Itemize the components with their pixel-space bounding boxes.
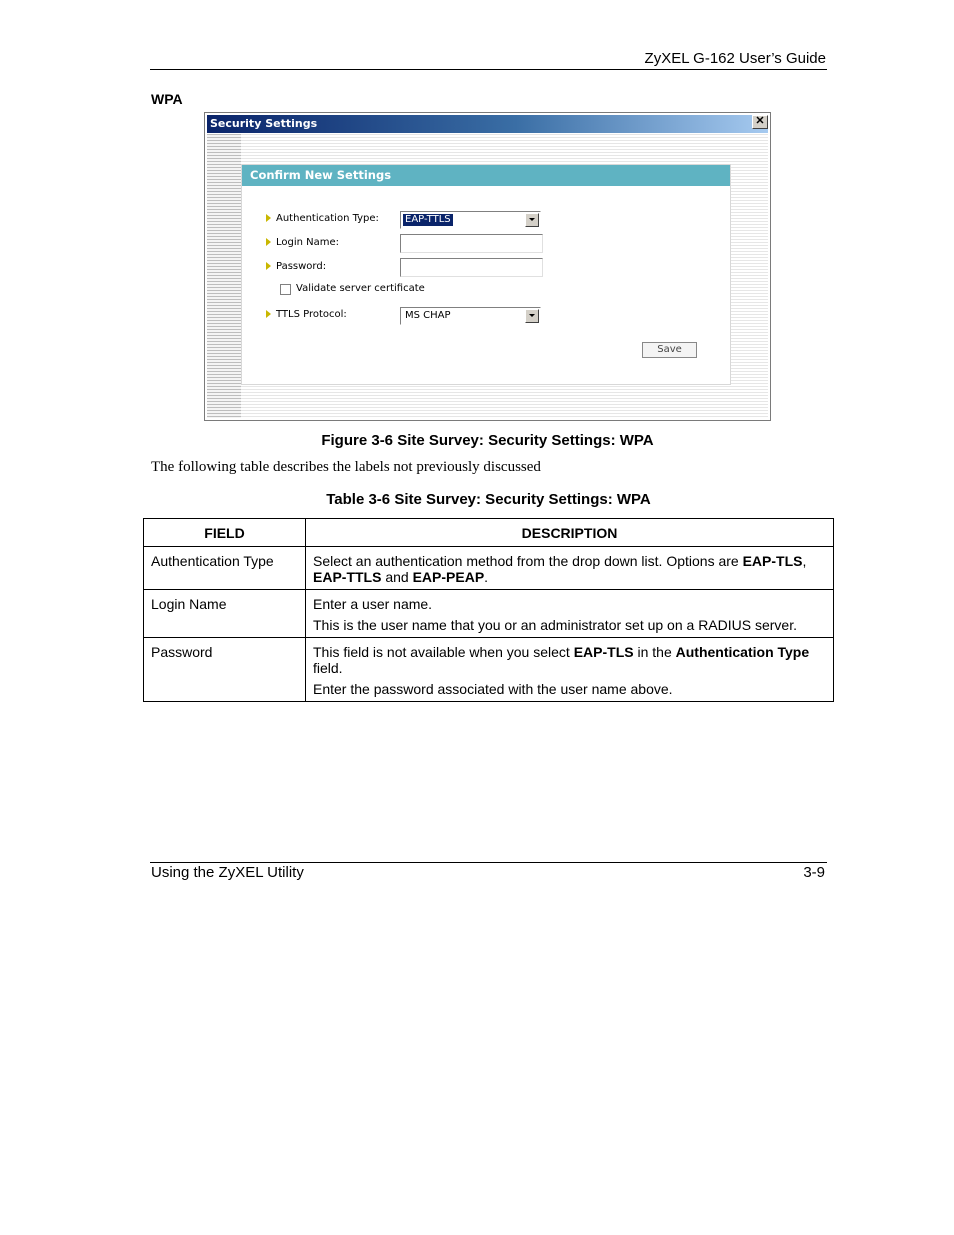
guide-title: ZyXEL G-162 User’s Guide [644, 50, 826, 67]
ttls-protocol-value: MS CHAP [405, 310, 451, 321]
page-number: 3-9 [803, 864, 825, 881]
password-input[interactable] [400, 258, 543, 277]
header-rule [150, 69, 827, 70]
validate-cert-label: Validate server certificate [296, 283, 425, 294]
intro-text: The following table describes the labels not previously discussed [151, 459, 541, 475]
bullet-icon [266, 262, 271, 270]
chevron-down-icon[interactable] [525, 213, 539, 227]
settings-panel [241, 164, 731, 385]
login-name-label: Login Name: [266, 237, 339, 248]
ttls-protocol-label: TTLS Protocol: [266, 309, 347, 320]
close-icon: ✕ [755, 115, 765, 127]
field-cell: Authentication Type [151, 553, 274, 569]
footer-rule [150, 862, 827, 863]
security-settings-window [204, 112, 771, 421]
decorative-stripes [207, 134, 241, 418]
chevron-down-icon[interactable] [525, 309, 539, 323]
table-header-row [144, 519, 834, 547]
close-button[interactable] [752, 115, 768, 129]
bullet-icon [266, 238, 271, 246]
column-header-field: FIELD [144, 519, 306, 547]
auth-type-value: EAP-TTLS [405, 214, 451, 225]
description-cell: Enter a user name. This is the user name that you or an administrator set up on a RADIUS server. [313, 596, 797, 633]
panel-title: Confirm New Settings [242, 165, 730, 186]
field-cell: Password [151, 644, 213, 660]
save-button[interactable]: Save [642, 342, 697, 358]
figure-caption: Figure 3-6 Site Survey: Security Settings: WPA [321, 432, 654, 449]
table-row [144, 638, 834, 702]
section-title: WPA [151, 91, 183, 107]
table-caption: Table 3-6 Site Survey: Security Settings: WPA [326, 491, 651, 508]
bullet-icon [266, 214, 271, 222]
bullet-icon [266, 310, 271, 318]
description-cell: Select an authentication method from the drop down list. Options are EAP-TLS, EAP-TTLS and EAP-PEAP. [313, 553, 807, 585]
ttls-protocol-select[interactable] [400, 307, 541, 325]
login-name-input[interactable] [400, 234, 543, 253]
field-description-table [143, 518, 834, 702]
footer-chapter: Using the ZyXEL Utility [151, 864, 304, 881]
auth-type-label: Authentication Type: [266, 213, 379, 224]
column-header-description: DESCRIPTION [306, 519, 834, 547]
auth-type-select[interactable] [400, 211, 541, 229]
field-cell: Login Name [151, 596, 227, 612]
description-cell: This field is not available when you select EAP-TLS in the Authentication Type field. Enter the password associated with the user name above. [313, 644, 810, 697]
window-title: Security Settings [207, 115, 768, 133]
table-row [144, 547, 834, 590]
window-body [207, 134, 768, 418]
validate-cert-checkbox[interactable] [280, 284, 291, 295]
table-row [144, 590, 834, 638]
password-label: Password: [266, 261, 326, 272]
